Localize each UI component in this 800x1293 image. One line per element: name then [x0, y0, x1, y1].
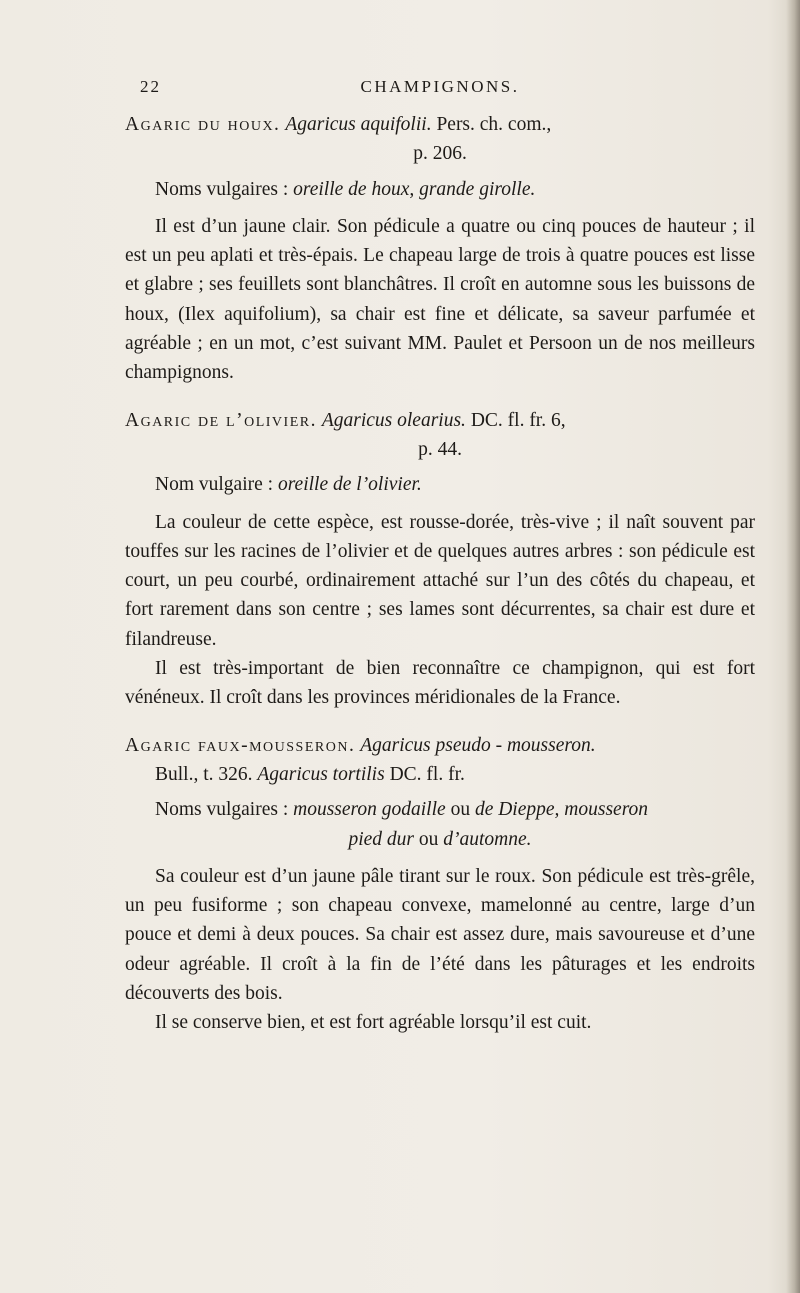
page-text-block	[125, 72, 755, 1038]
entry-ref: Pers. ch. com.,	[436, 114, 552, 135]
entry-ref: DC. fl. fr. 6,	[470, 409, 566, 431]
page-number: 22	[140, 77, 161, 96]
vulgar-names-cont	[125, 825, 755, 854]
entry-paragraph: La couleur de cette espèce, est rousse-dorée, très-vive ; il naît souvent par touffes sur les racines de l’olivier et de quelques autres arbres : son pédicule est court, un peu courbé, ordinairement attaché sur l’un des côtés du chapeau, et fort rarement dans son centre ; ses lames sont décurrentes, sa chair est dure et filandreuse.	[125, 511, 755, 650]
entry-name: Agaric du houx.	[125, 114, 281, 135]
entry-ref: Bull., t. 326.	[155, 763, 253, 785]
entry-paragraph: Il est d’un jaune clair. Son pédicule a quatre ou cinq pouces de hauteur ; il est un peu aplati et très-épais. Le chapeau large de trois à quatre pouces est lisse et glabre ; ses feuillets sont blanchâtres. Il croît en automne sous les buissons de houx, (Ilex aquifolium), sa chair est fine et délicate, sa saveur parfumée et agréable ; en un mot, c’est suivant MM. Paulet et Persoon un de nos meilleurs champignons.	[125, 215, 755, 384]
entry-agaric-faux-mousseron	[125, 731, 755, 1038]
entry-ref-line	[125, 760, 755, 789]
entry-ref-page: p. 206.	[413, 143, 467, 165]
entry-paragraph: Il se conserve bien, et est fort agréable lorsqu’il est cuit.	[155, 1012, 592, 1034]
vulgar-conj: ou	[418, 828, 439, 850]
page-edge-shadow	[786, 0, 800, 1293]
entry-paragraph: Il est très-important de bien reconnaître ce champignon, qui est fort vénéneux. Il croît dans les provinces méridionales de la France.	[125, 658, 755, 709]
vulgar-names	[125, 795, 755, 824]
vulgar-conj: ou	[450, 799, 471, 821]
entry-paragraph: Sa couleur est d’un jaune pâle tirant sur le roux. Son pédicule est très-grêle, un peu fusiforme ; son chapeau convexe, mamelonné au centre, large d’un pouce et demi à deux pouces. Sa chair est assez dure, mais savoureuse et d’une odeur agréable. Il croît à la fin de l’été dans les pâturages et les endroits découverts des bois.	[125, 865, 755, 1005]
vulgar-names-text: oreille de l’olivier.	[277, 474, 422, 496]
entry-latin-synonym: Agaricus tortilis	[257, 763, 385, 785]
vulgar-name: de Dieppe, mousseron	[474, 799, 649, 821]
entry-heading	[125, 110, 755, 139]
entry-latin: Agaricus aquifolii.	[285, 114, 432, 135]
vulgar-name: mousseron godaille	[293, 799, 446, 821]
entry-latin: Agaricus olearius.	[321, 409, 466, 431]
entry-agaric-de-l-olivier	[125, 406, 755, 713]
vulgar-names	[125, 470, 755, 499]
entry-ref: DC. fl. fr.	[389, 763, 465, 785]
vulgar-names-text: oreille de houx, grande girolle.	[293, 178, 536, 200]
vulgar-name: d’automne.	[443, 828, 532, 850]
entry-name: Agaric faux-mousseron.	[125, 734, 356, 756]
entry-name: Agaric de l’olivier.	[125, 409, 317, 431]
entry-latin: Agaricus pseudo - mousseron.	[360, 734, 596, 756]
entry-ref-page: p. 44.	[418, 438, 462, 460]
vulgar-names	[125, 175, 755, 204]
vulgar-label: Noms vulgaires :	[155, 799, 289, 821]
vulgar-name: pied dur	[348, 828, 414, 850]
entry-heading	[125, 731, 755, 760]
running-header	[125, 72, 755, 106]
vulgar-label: Noms vulgaires :	[155, 178, 289, 200]
entry-agaric-du-houx	[125, 110, 755, 388]
running-title: CHAMPIGNONS.	[360, 77, 520, 96]
vulgar-label: Nom vulgaire :	[155, 474, 274, 496]
entry-heading	[125, 406, 755, 435]
